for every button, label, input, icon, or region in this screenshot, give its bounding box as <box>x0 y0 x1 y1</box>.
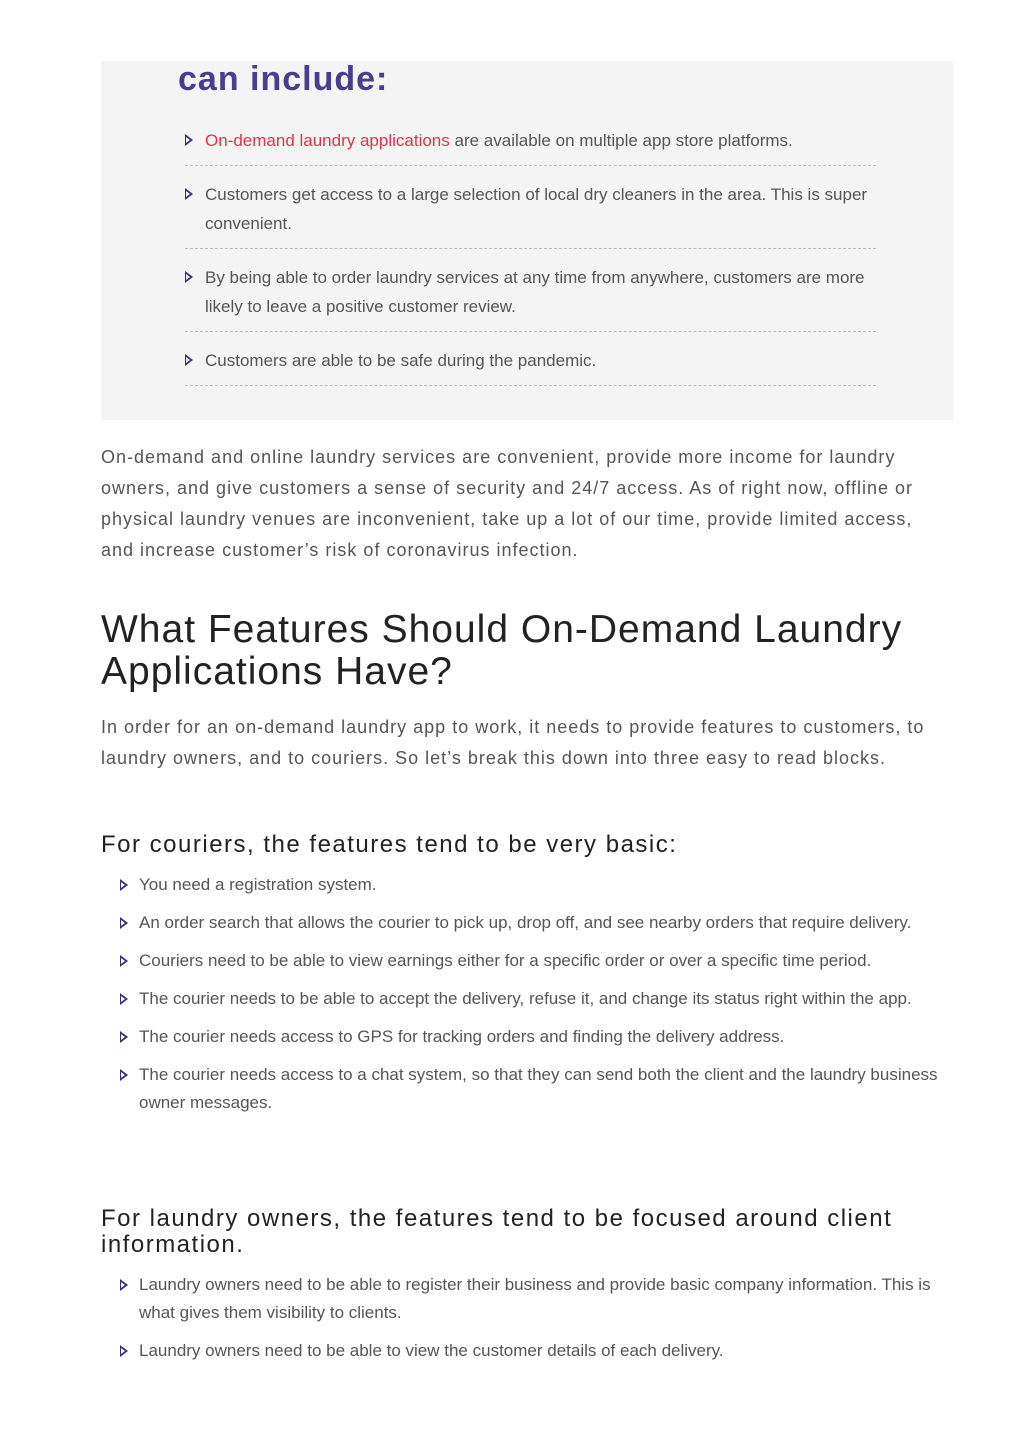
bullet-arrow-icon <box>185 271 193 283</box>
bullet-arrow-icon <box>185 354 193 366</box>
list-item-text: Laundry owners need to be able to view the customer details of each delivery. <box>139 1341 724 1360</box>
bullet-arrow-icon <box>120 1069 128 1081</box>
list-item-text: The courier needs to be able to accept the delivery, refuse it, and change its status right within the app. <box>139 989 912 1008</box>
list-item-text: You need a registration system. <box>139 875 377 894</box>
list-item <box>120 1061 960 1117</box>
bullet-arrow-icon <box>120 879 128 891</box>
bullet-arrow-icon <box>120 955 128 967</box>
list-item <box>120 1337 960 1365</box>
list-item-text: By being able to order laundry services at any time from anywhere, customers are more likely to leave a positive customer review. <box>205 268 865 316</box>
list-item <box>120 909 960 937</box>
list-item-text: are available on multiple app store platforms. <box>449 131 793 150</box>
list-item-text: The courier needs access to GPS for tracking orders and finding the delivery address. <box>139 1027 785 1046</box>
list-item-text: The courier needs access to a chat system, so that they can send both the client and the laundry business owner messages. <box>139 1065 938 1112</box>
bullet-arrow-icon <box>120 1345 128 1357</box>
bullet-arrow-icon <box>185 188 193 200</box>
benefits-box <box>101 61 953 420</box>
owners-list <box>120 1271 960 1375</box>
list-item-text: Customers are able to be safe during the pandemic. <box>205 351 597 370</box>
list-item <box>120 871 960 899</box>
list-item <box>185 166 876 249</box>
benefits-title: can include: <box>178 61 389 98</box>
bullet-arrow-icon <box>120 1031 128 1043</box>
laundry-apps-link[interactable]: On-demand laundry applications <box>205 131 450 150</box>
features-intro: In order for an on-demand laundry app to work, it needs to provide features to customers, to laundry owners, and to couriers. So let’s break this down into three easy to read blocks. <box>101 717 925 768</box>
features-heading: What Features Should On-Demand Laundry Applications Have? <box>101 608 903 693</box>
benefits-list <box>185 119 876 386</box>
list-item <box>120 1023 960 1051</box>
bullet-arrow-icon <box>120 993 128 1005</box>
list-item <box>185 332 876 386</box>
bullet-arrow-icon <box>185 134 193 146</box>
intro-paragraph: On-demand and online laundry services are convenient, provide more income for laundry owners, and give customers a sense of security and 24/7 access. As of right now, offline or physical laundry venues are inconvenient, take up a lot of our time, provide limited access, and increase customer’s risk of coronavirus infection. <box>101 447 914 560</box>
list-item <box>185 119 876 166</box>
bullet-arrow-icon <box>120 1279 128 1291</box>
list-item-text: Customers get access to a large selection of local dry cleaners in the area. This is super convenient. <box>205 185 868 233</box>
list-item <box>120 947 960 975</box>
owners-heading: For laundry owners, the features tend to be focused around client information. <box>101 1205 893 1258</box>
list-item <box>120 985 960 1013</box>
list-item-text: Couriers need to be able to view earnings either for a specific order or over a specific time period. <box>139 951 872 970</box>
list-item <box>120 1271 960 1327</box>
couriers-heading: For couriers, the features tend to be very basic: <box>101 831 678 858</box>
bullet-arrow-icon <box>120 917 128 929</box>
list-item-text: Laundry owners need to be able to register their business and provide basic company information. This is what gives them visibility to clients. <box>139 1275 931 1322</box>
couriers-list <box>120 871 960 1127</box>
list-item-text: An order search that allows the courier to pick up, drop off, and see nearby orders that require delivery. <box>139 913 912 932</box>
list-item <box>185 249 876 332</box>
